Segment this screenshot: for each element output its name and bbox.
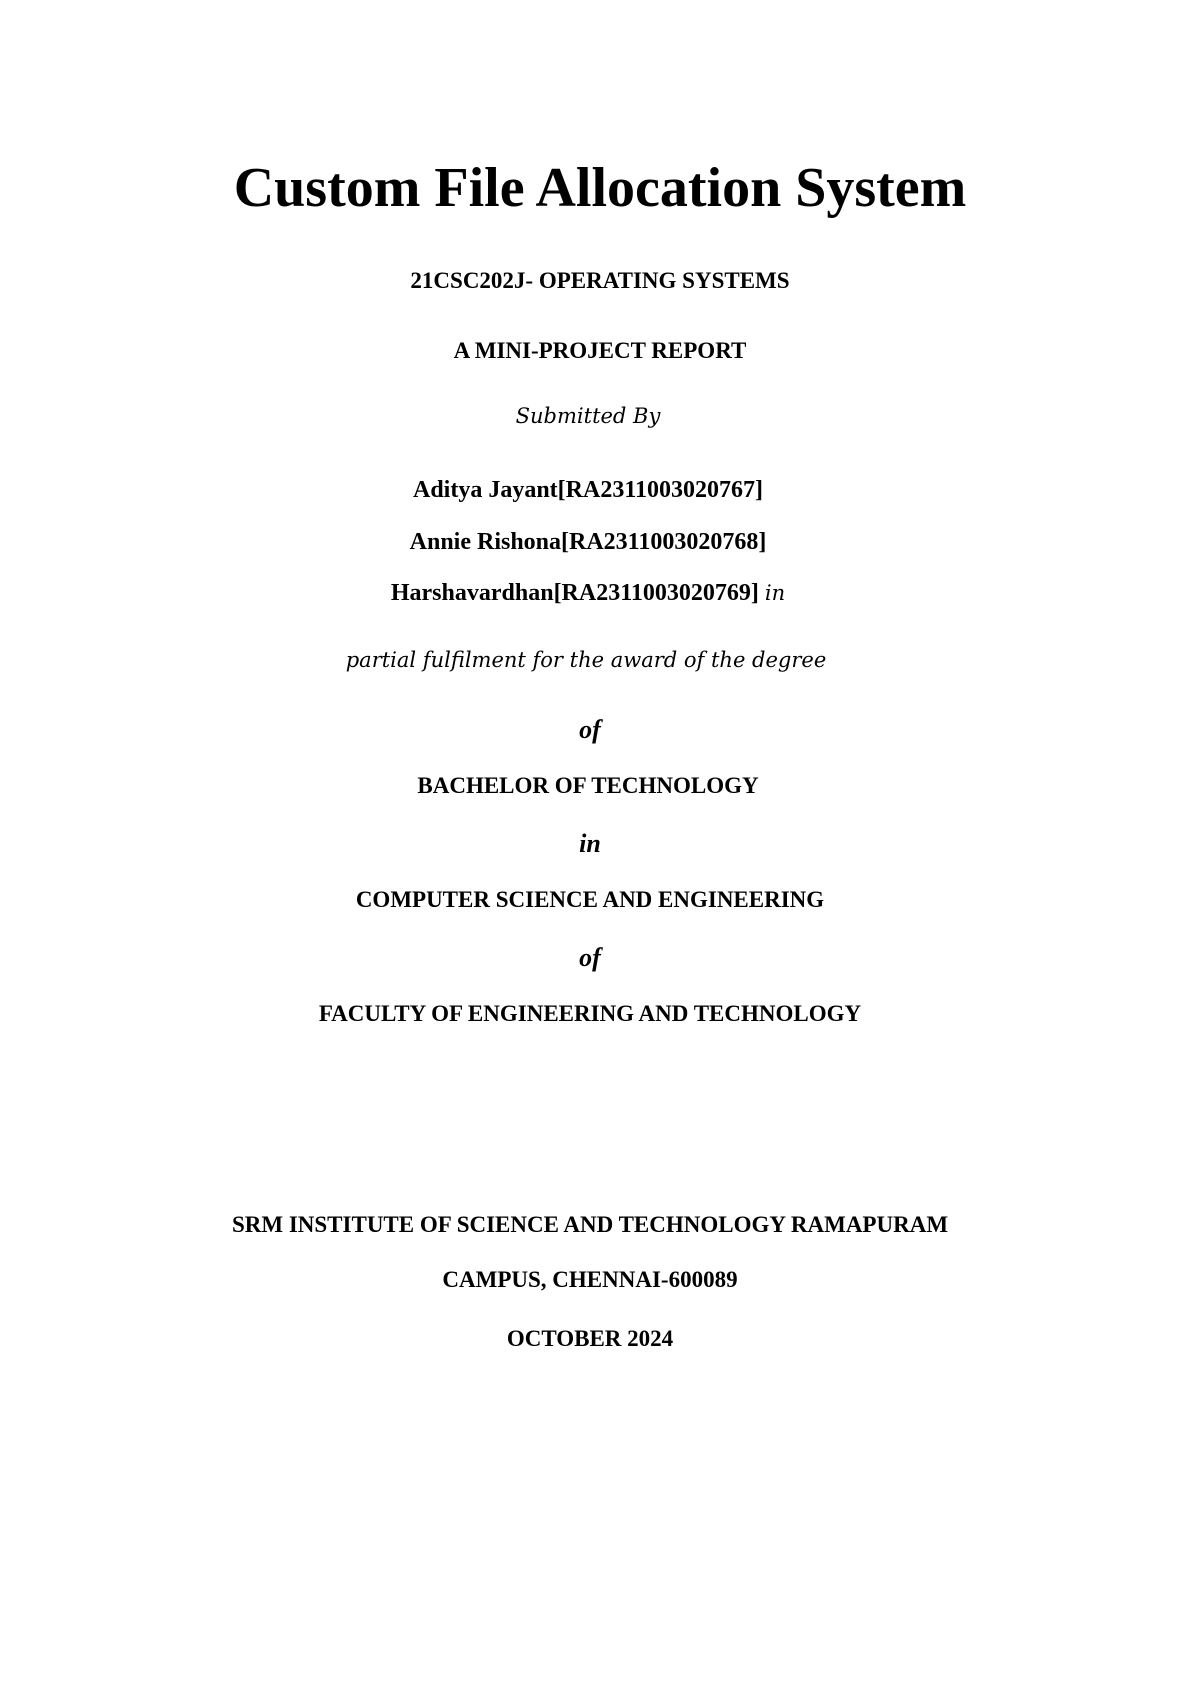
author-3: Harshavardhan[RA2311003020769] [390,580,759,606]
of-connector-1: of [579,715,601,744]
report-type: A MINI-PROJECT REPORT [453,338,747,363]
of-connector-2: of [579,943,601,972]
institute-line-1: SRM INSTITUTE OF SCIENCE AND TECHNOLOGY RAMAPURAM [231,1212,949,1237]
report-title: Custom File Allocation System [233,157,967,219]
course-code: 21CSC202J- OPERATING SYSTEMS [410,268,790,293]
author-1: Aditya Jayant[RA2311003020767] [412,477,763,503]
report-date: OCTOBER 2024 [506,1326,674,1351]
in-connector: in [579,829,601,858]
partial-fulfilment: partial fulfilment for the award of the degree [345,648,827,672]
submitted-by: Submitted By [515,404,661,428]
author-3-line [0,581,1188,605]
degree: BACHELOR OF TECHNOLOGY [417,773,759,798]
department: COMPUTER SCIENCE AND ENGINEERING [355,887,825,912]
in-inline: in [764,581,786,605]
institute-line-2: CAMPUS, CHENNAI-600089 [442,1267,738,1292]
author-2: Annie Rishona[RA2311003020768] [409,529,767,555]
faculty: FACULTY OF ENGINEERING AND TECHNOLOGY [318,1001,862,1026]
